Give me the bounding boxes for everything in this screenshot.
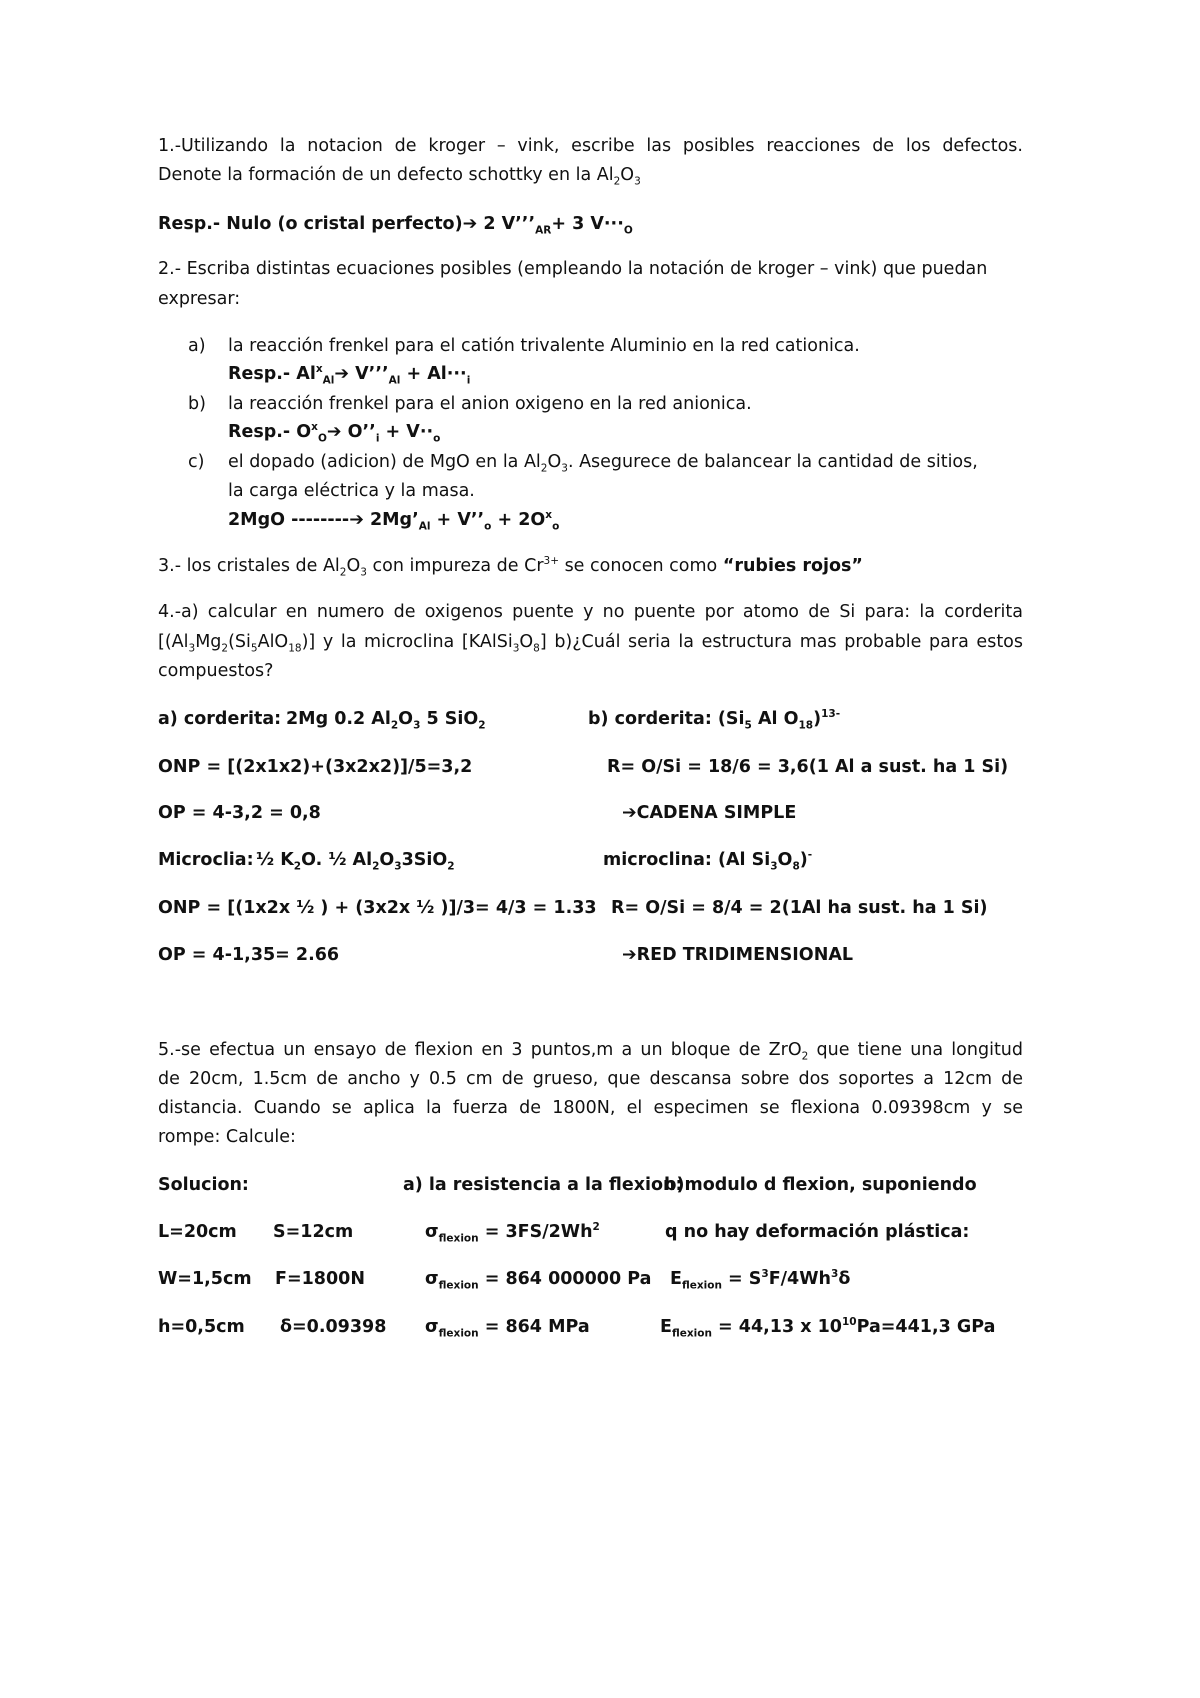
q4-op1: OP = 4-3,2 = 0,8 bbox=[158, 803, 321, 823]
q2-c-text2: la carga eléctrica y la masa. bbox=[228, 481, 475, 501]
q2-b-response: Resp.- $O^x_O➔$ $O’’_i + V\cdot\cdot_o$ bbox=[228, 421, 441, 445]
q1-line1: 1.-Utilizando la notacion de kroger – vink, escribe las posibles reacciones de los defectos. bbox=[158, 136, 1023, 156]
q5-line2: de 20cm, 1.5cm de ancho y 0.5 cm de grueso, que descansa sobre dos soportes a 12cm de bbox=[158, 1069, 1023, 1089]
q4-a-formula: 2Mg 0.2 $Al_2O_3$ 5 SiO$_2$ bbox=[286, 709, 486, 732]
q5-E-formula: $E_{flexion} = S^3F/4Wh^3\delta$ bbox=[670, 1268, 851, 1292]
q2-c-letter: c) bbox=[188, 452, 205, 472]
q5-sigma-value-pa: $\sigma_{flexion} = 864$ 000000 Pa bbox=[425, 1269, 652, 1292]
q5-delta: δ=0.09398 bbox=[280, 1317, 387, 1337]
q2-b-text: la reacción frenkel para el anion oxigeno en la red anionica. bbox=[228, 394, 752, 414]
q1-response: Resp.- Nulo (o cristal perfecto)➔ 2 $V’’’_{AR}+ 3$ $V\cdot\cdot\cdot_O$ bbox=[158, 214, 633, 237]
q4-struct1: ➔CADENA SIMPLE bbox=[622, 803, 797, 823]
q4-micro-right: microclina: (Al $Si_3O_8)^-$ bbox=[603, 849, 813, 873]
q4-micro-label: Microclia: bbox=[158, 850, 254, 870]
q4-b-label: b) corderita: ($Si_5$ Al $O_{18})^{13-}$ bbox=[588, 708, 841, 732]
q5-S: S=12cm bbox=[273, 1222, 354, 1242]
q4-line3: compuestos? bbox=[158, 661, 274, 681]
q4-struct2: ➔RED TRIDIMENSIONAL bbox=[622, 945, 854, 965]
q5-line4: rompe: Calcule: bbox=[158, 1127, 296, 1147]
q5-sigma-value-mpa: $\sigma_{flexion} = 864$ MPa bbox=[425, 1317, 590, 1340]
q2-a-response: Resp.- $Al^x_{Al}➔$ $V’’’_{Al} + Al\cdot\cdot\cdot_i$ bbox=[228, 363, 471, 387]
arrow-icon: ➔ bbox=[622, 803, 637, 823]
q5-L: L=20cm bbox=[158, 1222, 237, 1242]
q5-solution-a: a) la resistencia a la flexion: bbox=[403, 1175, 683, 1195]
q5-W: W=1,5cm bbox=[158, 1269, 252, 1289]
q2-line2: expresar: bbox=[158, 289, 241, 309]
q4-r1: R= O/Si = 18/6 = 3,6(1 Al a sust. ha 1 Si) bbox=[607, 757, 1009, 777]
q4-a-label: a) corderita: bbox=[158, 709, 282, 729]
q2-c-equation: 2MgO --------➔ $2Mg’_{Al}$ + $V’’_o + 2O^x_o$ bbox=[228, 509, 560, 533]
q2-line1: 2.- Escriba distintas ecuaciones posibles (empleando la notación de kroger – vink) que puedan bbox=[158, 259, 988, 279]
q2-a-text: la reacción frenkel para el catión trivalente Aluminio en la red cationica. bbox=[228, 336, 860, 356]
q4-line2: [$(Al_3Mg_2(Si_5AlO_{18})]$ y la microclina $[KAlSi_3O_8]$ b)¿Cuál seria la estructura mas probable para estos bbox=[158, 632, 1023, 655]
q5-h: h=0,5cm bbox=[158, 1317, 245, 1337]
q4-line1: 4.-a) calcular en numero de oxigenos puente y no puente por atomo de Si para: la corderita bbox=[158, 602, 1023, 622]
q4-onp2: ONP = [(1x2x ½ ) + (3x2x ½ )]/3= 4/3 = 1.33 bbox=[158, 898, 597, 918]
q3-line: 3.- los cristales de $Al_2O_3$ con impureza de $Cr^{3+}$ se conocen como “rubies rojos” bbox=[158, 555, 863, 579]
arrow-icon: ➔ bbox=[622, 945, 637, 965]
q5-E-value: $E_{flexion} = 44,13$ x $10^{10}Pa=441,3$ GPa bbox=[660, 1316, 996, 1340]
q4-op2: OP = 4-1,35= 2.66 bbox=[158, 945, 340, 965]
q5-solution-label: Solucion: bbox=[158, 1175, 249, 1195]
q2-a-letter: a) bbox=[188, 336, 206, 356]
q5-line1: 5.-se efectua un ensayo de flexion en 3 puntos,m a un bloque de ZrO$_2$ que tiene una longitud bbox=[158, 1040, 1023, 1063]
q2-c-text1: el dopado (adicion) de MgO en la $Al_2O_3$. Asegurece de balancear la cantidad de sitios, bbox=[228, 452, 978, 475]
q1-line2: Denote la formación de un defecto schottky en la $Al_2O_3$ bbox=[158, 165, 641, 188]
q4-r2: R= O/Si = 8/4 = 2(1Al ha sust. ha 1 Si) bbox=[611, 898, 988, 918]
q5-F: F=1800N bbox=[275, 1269, 365, 1289]
q5-no-deformation: q no hay deformación plástica: bbox=[665, 1222, 970, 1242]
q4-micro-formula: ½ $K_2O$. ½ $Al_2O_33SiO_2$ bbox=[256, 850, 455, 873]
q5-sigma-formula: $\sigma_{flexion} = 3FS/2Wh^2$ bbox=[425, 1221, 600, 1245]
q5-solution-b: b)modulo d flexion, suponiendo bbox=[664, 1175, 977, 1195]
q2-b-letter: b) bbox=[188, 394, 206, 414]
q4-onp1: ONP = [(2x1x2)+(3x2x2)]/5=3,2 bbox=[158, 757, 473, 777]
q5-line3: distancia. Cuando se aplica la fuerza de 1800N, el especimen se flexiona 0.09398cm y se bbox=[158, 1098, 1023, 1118]
